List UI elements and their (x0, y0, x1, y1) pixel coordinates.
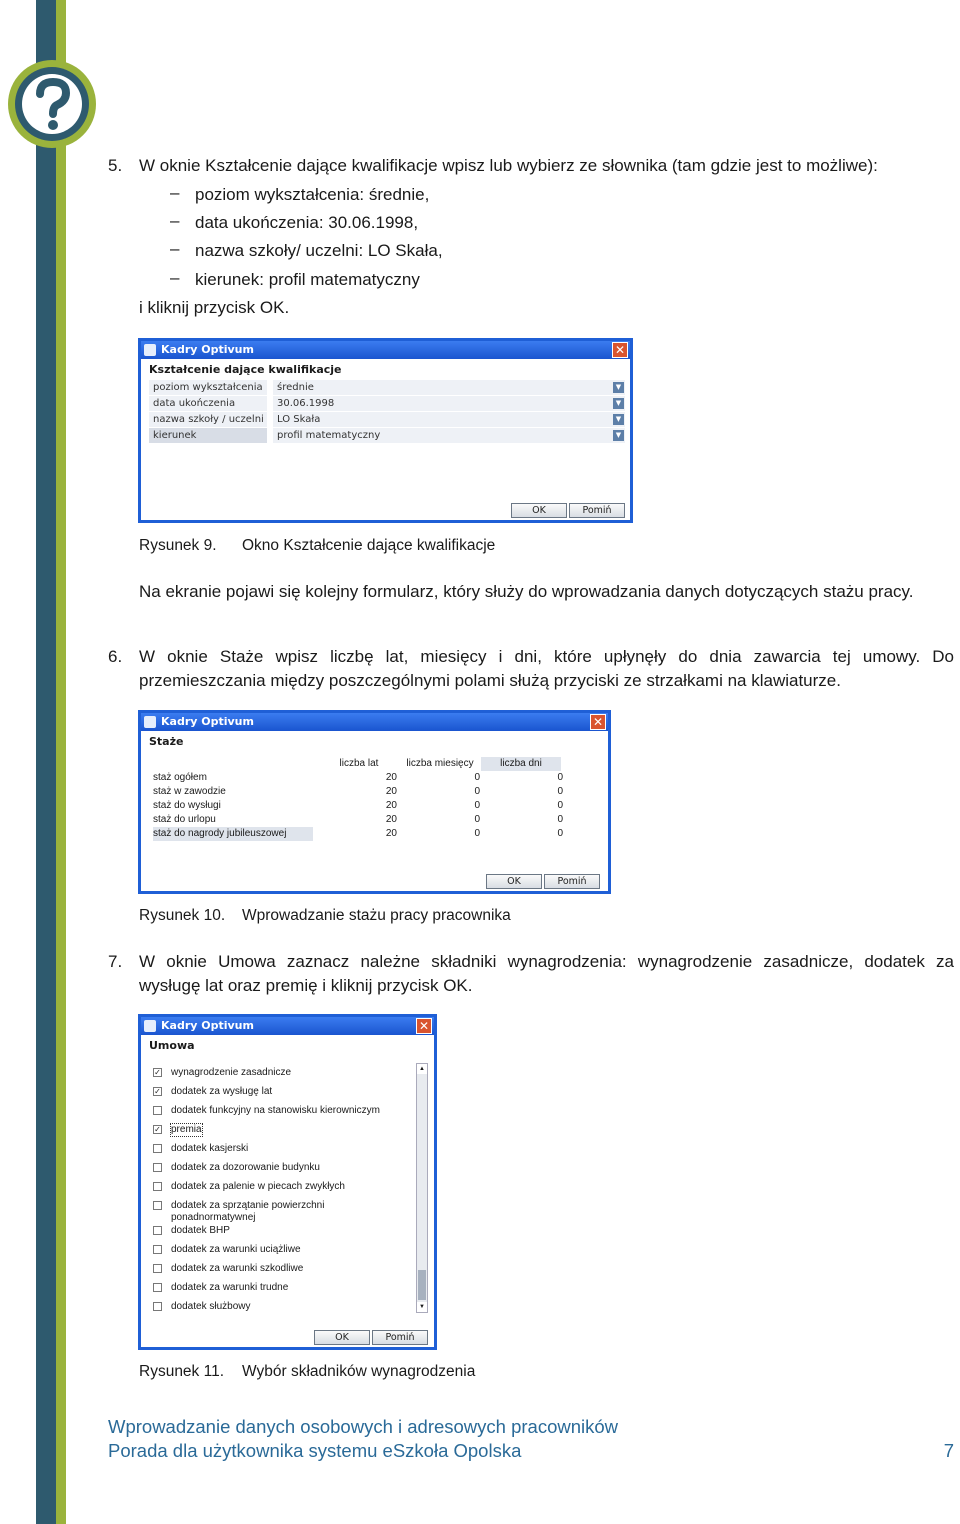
figure-number: Rysunek 11. (139, 1363, 225, 1380)
field-label: poziom wykształcenia (149, 380, 267, 395)
app-icon (144, 344, 156, 356)
step5-item-education: poziom wykształcenia: średnie, (195, 185, 430, 204)
footer-title: Wprowadzanie danych osobowych i adresowych pracowników (108, 1416, 619, 1437)
checkbox[interactable] (153, 1226, 162, 1235)
step5-item-date: data ukończenia: 30.06.1998, (195, 213, 419, 232)
row-label: staż do nagrody jubileuszowej (153, 828, 287, 839)
table-row (153, 827, 563, 841)
seniority-dialog (138, 710, 611, 894)
skip-button[interactable]: Pomiń (569, 503, 625, 518)
table-row (153, 813, 563, 827)
item-label: dodatek za sprzątanie powierzchni ponadnormatywnej (171, 1200, 325, 1223)
item-label: dodatek funkcyjny na stanowisku kierowniczym (171, 1105, 380, 1116)
step5-intro: W oknie Kształcenie dające kwalifikacje wpisz lub wybierz ze słownika (tam gdzie jest to możliwe): (139, 156, 878, 175)
days-cell[interactable]: 0 (557, 828, 563, 839)
days-cell[interactable]: 0 (557, 772, 563, 783)
checkbox[interactable] (153, 1163, 162, 1172)
item-label: dodatek BHP (171, 1225, 230, 1236)
contract-dialog (138, 1014, 437, 1350)
checkbox-checked[interactable]: ✓ (154, 1068, 161, 1077)
row-label: staż do urlopu (153, 814, 216, 825)
field-label: nazwa szkoły / uczelni (149, 412, 267, 427)
paragraph-staz: Na ekranie pojawi się kolejny formularz, który służy do wprowadzania danych dotyczących stażu pracy. (139, 582, 914, 601)
major-field[interactable]: profil matematyczny (273, 428, 625, 443)
dialog-heading: Umowa (149, 1039, 195, 1052)
figure-caption: Wprowadzanie stażu pracy pracownika (242, 907, 511, 924)
months-cell[interactable]: 0 (474, 828, 480, 839)
app-icon (144, 716, 156, 728)
chevron-down-icon[interactable]: ▼ (613, 382, 624, 393)
step6-number: 6. (108, 647, 123, 666)
years-cell[interactable]: 20 (385, 800, 397, 811)
months-cell[interactable]: 0 (474, 814, 480, 825)
checkbox[interactable] (153, 1106, 162, 1115)
scrollbar[interactable] (416, 1063, 428, 1313)
months-cell[interactable]: 0 (474, 800, 480, 811)
step7-number: 7. (108, 952, 123, 971)
qualification-dialog (138, 338, 633, 523)
sidebar-green-stripe (56, 0, 66, 1524)
dialog-title: Kadry Optivum (161, 715, 254, 728)
table-row (153, 799, 563, 813)
months-cell[interactable]: 0 (474, 772, 480, 783)
dialog-title: Kadry Optivum (161, 343, 254, 356)
figure-caption: Wybór składników wynagrodzenia (242, 1363, 476, 1380)
step5-number: 5. (108, 156, 123, 175)
dialog-heading: Staże (149, 735, 184, 748)
column-months: liczba miesięcy (406, 758, 474, 769)
skip-button[interactable]: Pomiń (372, 1330, 428, 1345)
chevron-down-icon[interactable]: ▼ (613, 430, 624, 441)
field-label: data ukończenia (149, 396, 267, 411)
step5-item-major: kierunek: profil matematyczny (195, 270, 420, 289)
step6-text: W oknie Staże wpisz liczbę lat, miesięcy i dni, które upłynęły do dnia zawarcia tej umowy. Do przemieszczania między poszczególnymi polami służą przyciski ze strzałkami na klawiaturze. (139, 647, 954, 690)
item-label: dodatek za warunki trudne (171, 1282, 289, 1293)
app-icon (144, 1020, 156, 1032)
education-level-field[interactable]: średnie (273, 380, 625, 395)
dialog-titlebar (141, 341, 630, 359)
item-label: dodatek służbowy (171, 1301, 251, 1312)
close-icon[interactable]: ✕ (590, 714, 606, 730)
days-cell[interactable]: 0 (557, 814, 563, 825)
months-cell[interactable]: 0 (474, 786, 480, 797)
school-name-field[interactable]: LO Skała (273, 412, 625, 427)
item-label: dodatek za dozorowanie budynku (171, 1162, 320, 1173)
footer-subtitle: Porada dla użytkownika systemu eSzkoła Opolska (108, 1440, 522, 1461)
dialog-titlebar (141, 713, 608, 731)
checkbox-checked[interactable]: ✓ (154, 1087, 161, 1096)
page-number: 7 (943, 1440, 954, 1461)
scroll-up-icon[interactable]: ▲ (417, 1064, 427, 1074)
item-label: dodatek za palenie w piecach zwykłych (171, 1181, 345, 1192)
step5-outro: i kliknij przycisk OK. (139, 298, 290, 317)
sidebar-dark-stripe (36, 0, 56, 1524)
bullet-dash: – (170, 268, 180, 287)
item-label: dodatek kasjerski (171, 1143, 249, 1154)
checkbox-checked[interactable]: ✓ (154, 1125, 161, 1134)
table-row (153, 771, 563, 785)
dialog-title: Kadry Optivum (161, 1019, 254, 1032)
days-cell[interactable]: 0 (557, 800, 563, 811)
checkbox[interactable] (153, 1302, 162, 1311)
bullet-dash: – (170, 211, 180, 230)
years-cell[interactable]: 20 (385, 814, 397, 825)
figure-caption: Okno Kształcenie dające kwalifikacje (242, 537, 496, 554)
item-label: wynagrodzenie zasadnicze (171, 1067, 292, 1078)
ok-button[interactable]: OK (486, 874, 542, 889)
checkbox[interactable] (153, 1264, 162, 1273)
item-label: dodatek za warunki uciążliwe (171, 1244, 301, 1255)
checkbox[interactable] (153, 1201, 162, 1210)
row-label: staż ogółem (153, 772, 207, 783)
figure-number: Rysunek 10. (139, 907, 226, 924)
years-cell[interactable]: 20 (385, 772, 397, 783)
chevron-down-icon[interactable]: ▼ (613, 398, 624, 409)
checkbox[interactable] (153, 1182, 162, 1191)
bullet-dash: – (170, 183, 180, 202)
years-cell[interactable]: 20 (385, 786, 397, 797)
years-cell[interactable]: 20 (385, 828, 397, 839)
scrollbar-thumb[interactable] (418, 1270, 426, 1300)
table-row (153, 785, 563, 799)
ok-button[interactable]: OK (314, 1330, 370, 1345)
skip-button[interactable]: Pomiń (544, 874, 600, 889)
bullet-dash: – (170, 239, 180, 258)
row-label: staż do wysługi (153, 800, 221, 811)
column-days: liczba dni (481, 757, 561, 771)
dialog-titlebar (141, 1017, 434, 1035)
close-icon[interactable]: ✕ (612, 342, 628, 358)
graduation-date-field[interactable]: 30.06.1998 (273, 396, 625, 411)
checkbox[interactable] (153, 1283, 162, 1292)
item-label: dodatek za warunki szkodliwe (171, 1263, 304, 1274)
item-label: dodatek za wysługę lat (171, 1086, 273, 1097)
row-label: staż w zawodzie (153, 786, 226, 797)
column-years: liczba lat (339, 758, 379, 769)
dialog-heading: Kształcenie dające kwalifikacje (149, 363, 342, 376)
figure-number: Rysunek 9. (139, 537, 217, 554)
close-icon[interactable]: ✕ (416, 1018, 432, 1034)
question-mark-icon (6, 58, 98, 150)
step5-item-school: nazwa szkoły/ uczelni: LO Skała, (195, 241, 443, 260)
item-label: premia (171, 1124, 202, 1135)
checkbox[interactable] (153, 1144, 162, 1153)
step7-text: W oknie Umowa zaznacz należne składniki wynagrodzenia: wynagrodzenie zasadnicze, dodatek za wysługę lat oraz premię i kliknij przycisk OK. (139, 952, 954, 995)
ok-button[interactable]: OK (511, 503, 567, 518)
field-label: kierunek (149, 428, 267, 443)
chevron-down-icon[interactable]: ▼ (613, 414, 624, 425)
days-cell[interactable]: 0 (557, 786, 563, 797)
checkbox[interactable] (153, 1245, 162, 1254)
scroll-down-icon[interactable]: ▼ (417, 1302, 427, 1312)
